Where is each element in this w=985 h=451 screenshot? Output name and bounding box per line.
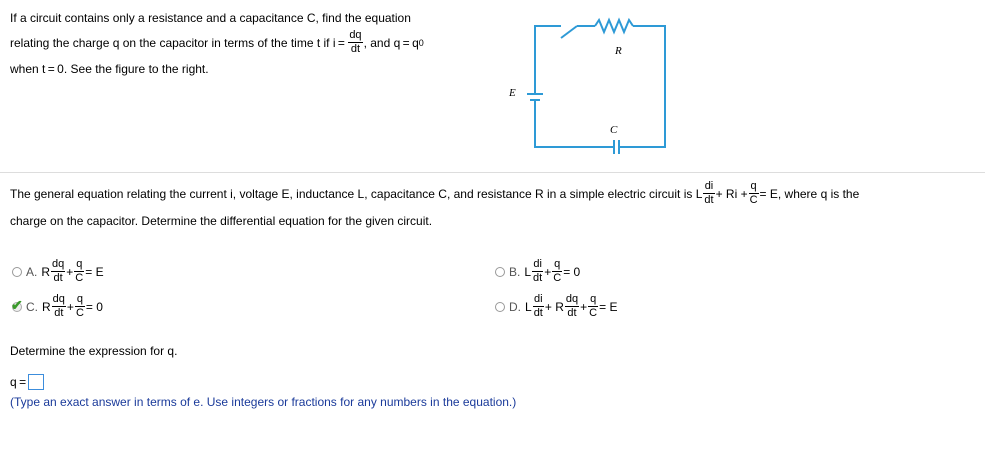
fraction-numerator: dq [565, 293, 579, 305]
fraction-numerator: q [76, 258, 83, 270]
source-label: E [509, 87, 516, 99]
fraction-denominator: dt [533, 307, 543, 319]
option-c-fraction-2 [75, 294, 85, 319]
option-b-plus: + [544, 264, 552, 279]
fraction-denominator: dt [533, 272, 543, 284]
option-c-label: C. [26, 299, 38, 314]
question-prompt: Determine the expression for q. [10, 344, 178, 358]
option-d-fraction-1 [533, 294, 544, 319]
option-c-plus: + [66, 299, 74, 314]
option-d[interactable] [495, 294, 617, 319]
general-text-pre: The general equation relating the current i, voltage E, inductance L, capacitance C, and resistance R in a simple electric circuit is L [10, 186, 703, 201]
option-a-fraction-1 [51, 259, 65, 284]
fraction-numerator: q [554, 258, 561, 270]
fraction-denominator: dt [53, 272, 63, 284]
fraction-numerator: di [704, 180, 714, 192]
fraction-numerator: dq [52, 258, 65, 270]
option-a-radio[interactable] [12, 267, 22, 277]
option-b-fraction-2 [552, 259, 562, 284]
option-b-radio[interactable] [495, 267, 505, 277]
q-c-fraction [749, 181, 759, 206]
fraction-numerator: q [750, 180, 757, 192]
option-d-rhs: = E [599, 299, 618, 314]
fraction-denominator: dt [54, 307, 64, 319]
fraction-denominator: C [749, 194, 758, 206]
problem-line-1: If a circuit contains only a resistance and a capacitance C, find the equation [10, 11, 411, 25]
wire-right [619, 26, 665, 147]
fraction-denominator: C [553, 272, 562, 284]
option-a-fraction-2 [74, 259, 84, 284]
problem-line-2 [10, 30, 424, 55]
fraction-numerator: di [533, 258, 542, 270]
option-d-fraction-2 [565, 294, 579, 319]
fraction-denominator: C [75, 307, 84, 319]
option-d-plus-r: + R [544, 299, 564, 314]
answer-hint: (Type an exact answer in terms of e. Use integers or fractions for any numbers in the equation.) [10, 395, 517, 409]
fraction-numerator: dq [52, 293, 65, 305]
wire-left-top [535, 26, 561, 90]
option-d-radio[interactable] [495, 302, 505, 312]
fraction-denominator: dt [704, 194, 714, 206]
general-text-post: = E, where q is the [759, 186, 860, 201]
option-a[interactable] [12, 259, 104, 284]
option-d-coef: L [525, 299, 532, 314]
option-a-rhs: = E [85, 264, 104, 279]
answer-input[interactable] [28, 374, 44, 390]
general-mid: + Ri + [715, 186, 748, 201]
fraction-numerator: di [534, 293, 543, 305]
fraction-denominator: dt [567, 307, 577, 319]
switch-icon [561, 26, 577, 38]
option-b-coef: L [524, 264, 532, 279]
problem-line-2-pre: relating the charge q on the capacitor in terms of the time t if i = [10, 35, 348, 50]
circuit-wires [527, 20, 665, 154]
option-c[interactable] [12, 294, 103, 319]
option-b-label: B. [509, 264, 521, 279]
problem-line-2-post: , and q = q [363, 35, 419, 50]
dq-dt-fraction [348, 30, 362, 55]
resistor-icon [595, 20, 633, 32]
fraction-numerator: dq [349, 29, 362, 41]
option-a-label: A. [26, 264, 38, 279]
checkmark-icon: ✔ [11, 296, 23, 313]
general-equation-line-2: charge on the capacitor. Determine the differential equation for the given circuit. [10, 214, 433, 228]
di-dt-fraction [703, 181, 714, 206]
fraction-numerator: q [590, 293, 597, 305]
option-c-radio[interactable] [11, 296, 23, 313]
fraction-numerator: q [76, 293, 83, 305]
option-c-fraction-1 [52, 294, 66, 319]
option-d-fraction-3 [588, 294, 598, 319]
option-b[interactable] [495, 259, 580, 284]
option-b-fraction-1 [532, 259, 543, 284]
option-a-plus: + [66, 264, 74, 279]
fraction-denominator: dt [350, 43, 361, 55]
circuit-diagram [495, 12, 675, 162]
option-c-coef: R [42, 299, 51, 314]
answer-label: q = [10, 375, 27, 389]
problem-line-3: when t = 0. See the figure to the right. [10, 62, 209, 76]
option-d-label: D. [509, 299, 521, 314]
answer-row [10, 374, 44, 390]
fraction-denominator: C [75, 272, 84, 284]
option-a-coef: R [41, 264, 51, 279]
option-d-plus: + [580, 299, 588, 314]
capacitor-label: C [610, 124, 618, 136]
fraction-denominator: C [589, 307, 598, 319]
general-equation-line [10, 181, 859, 206]
option-b-rhs: = 0 [563, 264, 581, 279]
option-c-rhs: = 0 [85, 299, 103, 314]
section-divider [0, 172, 985, 173]
q-subscript: 0 [418, 37, 424, 48]
wire-bottom [535, 104, 614, 147]
resistor-label: R [615, 45, 622, 57]
